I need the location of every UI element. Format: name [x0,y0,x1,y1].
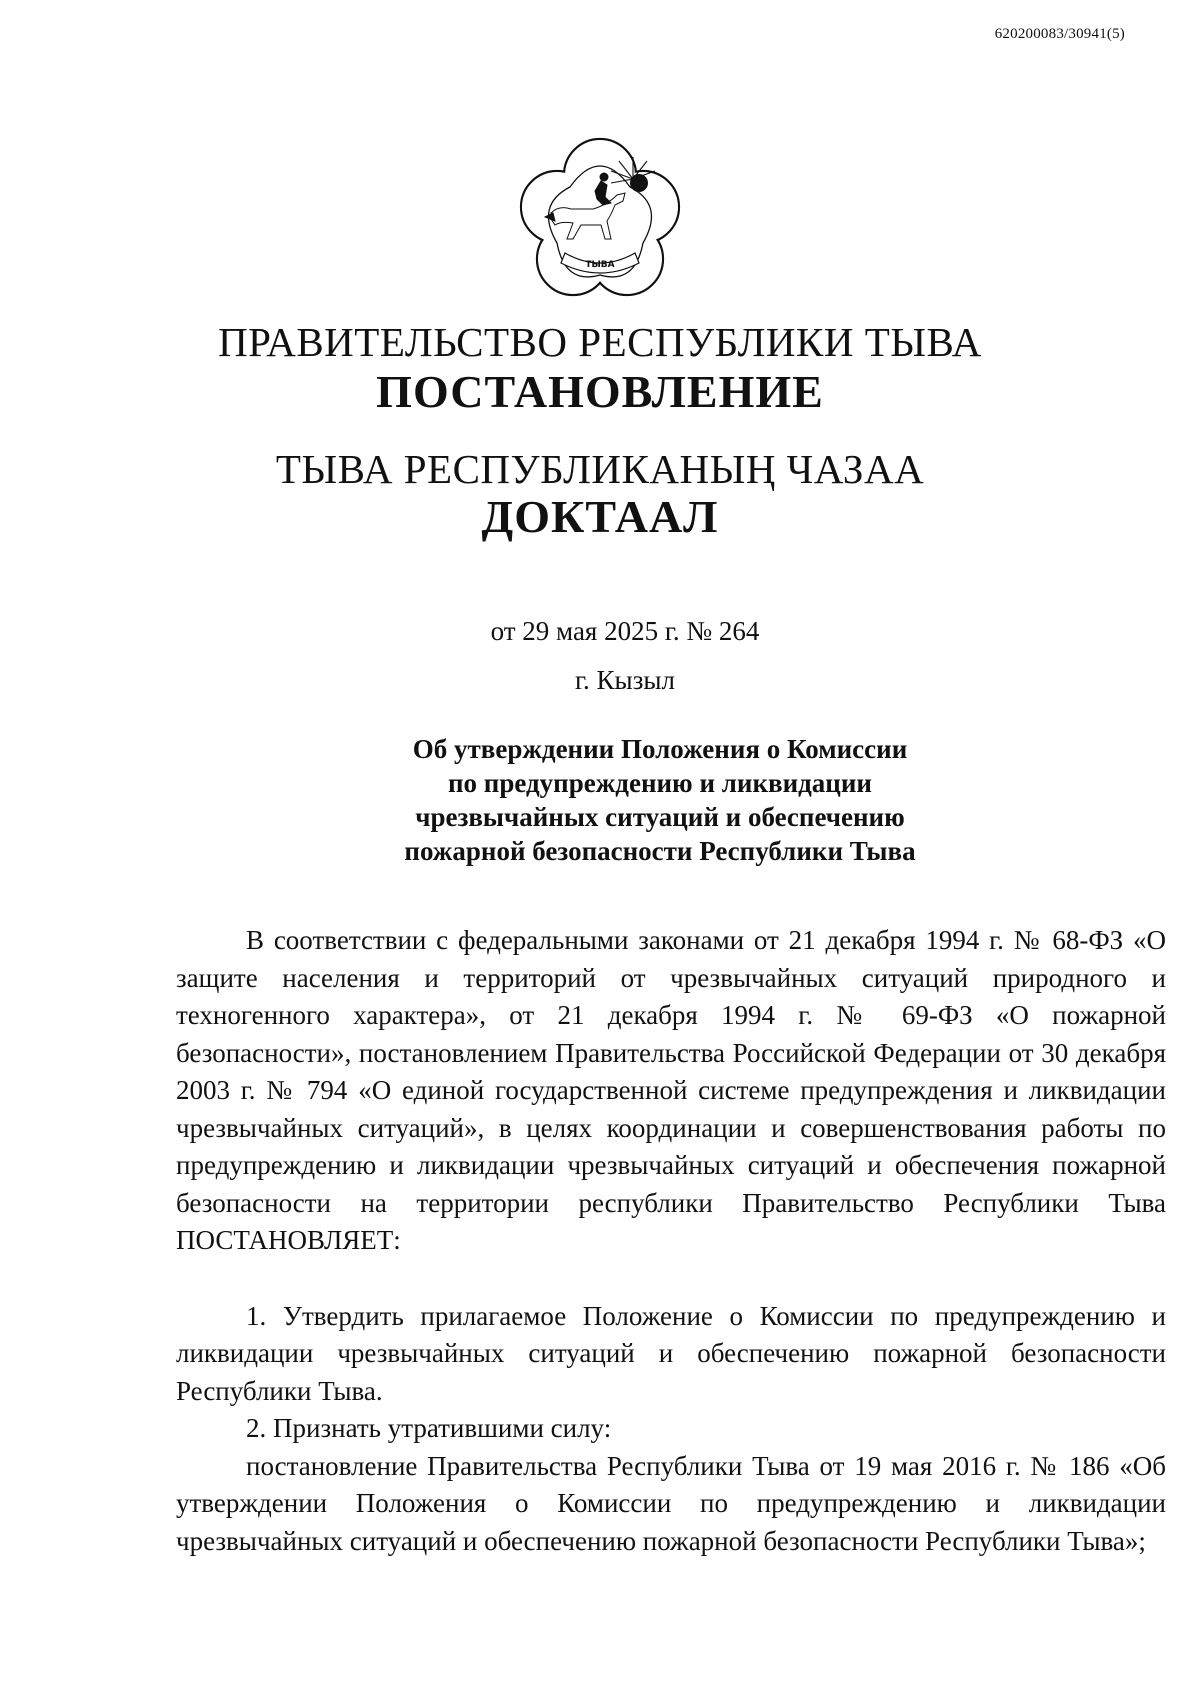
subject-line: по предупреждению и ликвидации [448,768,872,798]
emblem-ribbon-text: ТЫВА [585,260,615,270]
document-city: г. Кызыл [575,665,675,695]
document-type-ru: ПОСТАНОВЛЕНИЕ [376,366,824,417]
repealed-act-paragraph: постановление Правительства Республики Тыва от 19 мая 2016 г. № 186 «Об утверждении Положения о Комиссии по предупреждению и ликвидации чрезвычайных ситуаций и обеспечению пожарной безопасности Республики Тыва»; [176,1450,1166,1556]
document-code: 620200083/30941(5) [994,26,1125,42]
subject-line: Об утверждении Положения о Комиссии [412,734,908,764]
government-title-ru: ПРАВИТЕЛЬСТВО РЕСПУБЛИКИ ТЫВА [218,319,982,365]
subject-line: чрезвычайных ситуаций и обеспечению [415,802,905,832]
clause-1-paragraph: 1. Утвердить прилагаемое Положение о Комиссии по предупреждению и ликвидации чрезвычайных ситуаций и обеспечению пожарной безопасности Республики Тыва. [176,1300,1166,1406]
document-subject [380,732,940,868]
government-title-tuv: ТЫВА РЕСПУБЛИКАНЫҢ ЧАЗАА [275,446,925,492]
document-body [176,922,1166,1560]
preamble-paragraph: В соответствии с федеральными законами от 21 декабря 1994 г. № 68-ФЗ «О защите населения и территорий от чрезвычайных ситуаций природного и техногенного характера», от 21 декабря 1994 г. № 69-ФЗ «О пожарной безопасности», постановлением Правительства Российской Федерации от 30 декабря 2003 г. № 794 «О единой государственной системе предупреждения и ликвидации чрезвычайных ситуаций», в целях координации и совершенствования работы по предупреждению и ликвидации чрезвычайных ситуаций и обеспечения пожарной безопасности на территории республики Правительство Республики Тыва ПОСТАНОВЛЯЕТ: [176,925,1166,1255]
tuva-coat-of-arms-icon [515,135,685,305]
clause-2-paragraph: 2. Признать утратившими силу: [246,1413,612,1443]
document-date-number: от 29 мая 2025 г. № 264 [490,616,760,646]
subject-line: пожарной безопасности Республики Тыва [404,836,916,866]
document-type-tuv: ДОКТААЛ [481,491,719,542]
